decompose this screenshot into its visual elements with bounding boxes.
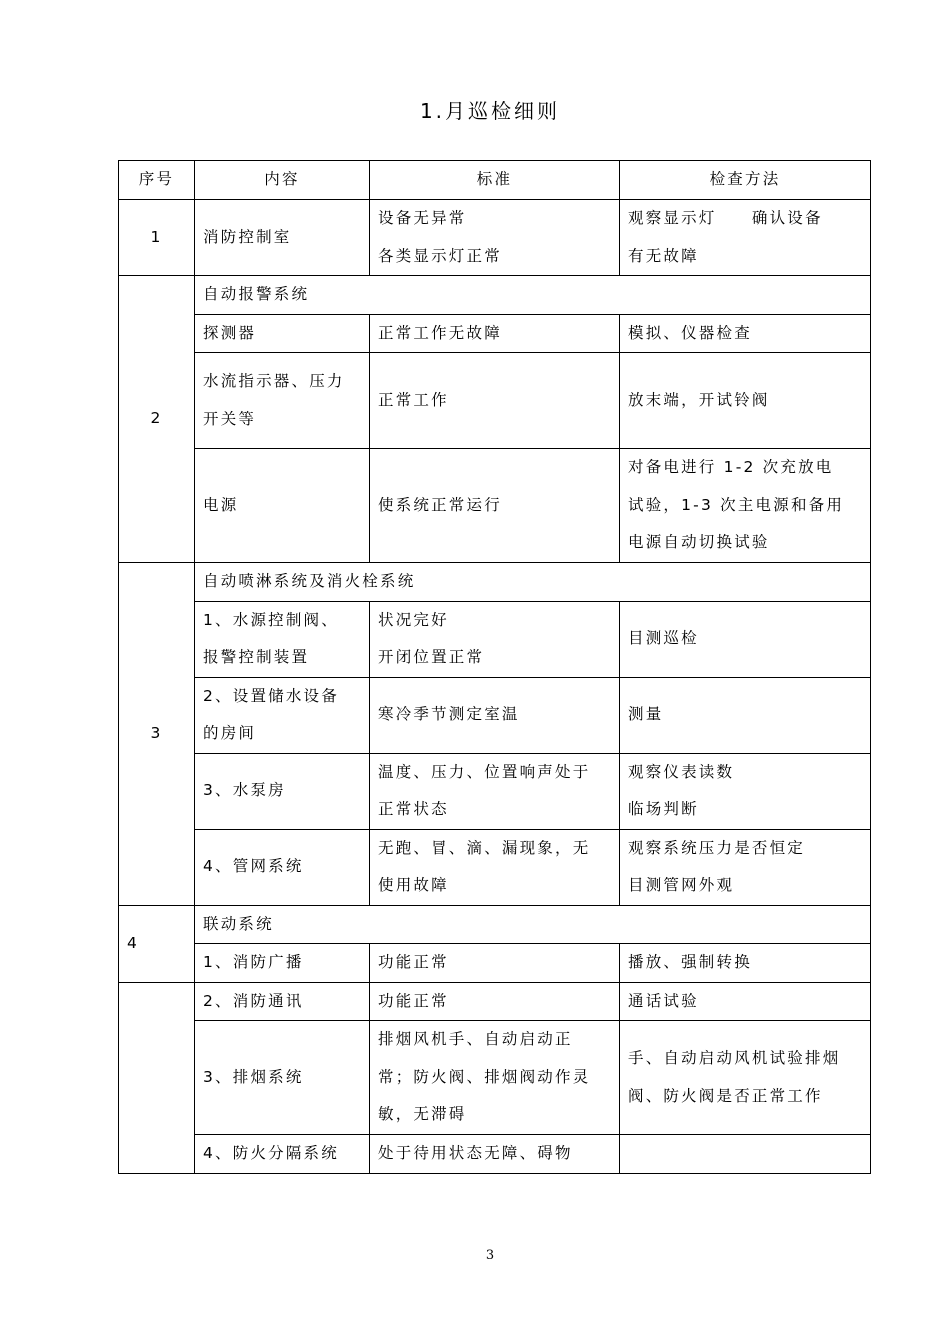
method-line: 目测管网外观 bbox=[628, 876, 735, 894]
content-cell bbox=[195, 677, 370, 753]
standard-cell bbox=[370, 200, 620, 276]
table-row bbox=[119, 601, 871, 677]
content-cell: 4、管网系统 bbox=[195, 829, 370, 905]
content-cell: 3、排烟系统 bbox=[195, 1021, 370, 1135]
standard-cell bbox=[370, 829, 620, 905]
inspection-table bbox=[118, 160, 871, 1174]
standard-line: 排烟风机手、自动启动正 bbox=[378, 1030, 573, 1049]
table-row bbox=[119, 677, 871, 753]
header-method: 检查方法 bbox=[620, 161, 871, 200]
method-line: 手、自动启动风机试验排烟 bbox=[628, 1049, 841, 1067]
group-title: 联动系统 bbox=[195, 905, 871, 944]
standard-cell bbox=[370, 753, 620, 829]
standard-cell: 使系统正常运行 bbox=[370, 449, 620, 563]
method-cell: 测量 bbox=[620, 677, 871, 753]
method-line: 阀、防火阀是否正常工作 bbox=[628, 1086, 823, 1105]
table-row bbox=[119, 905, 871, 944]
standard-line: 设备无异常 bbox=[378, 209, 467, 227]
method-line: 观察仪表读数 bbox=[628, 762, 735, 781]
table-header-row bbox=[119, 161, 871, 200]
method-cell: 通话试验 bbox=[620, 982, 871, 1021]
row-number: 2 bbox=[119, 276, 195, 563]
method-line: 临场判断 bbox=[628, 800, 699, 818]
standard-cell: 寒冷季节测定室温 bbox=[370, 677, 620, 753]
content-line: 1、水源控制阀、 bbox=[203, 610, 339, 629]
method-cell: 播放、强制转换 bbox=[620, 944, 871, 983]
header-standard: 标准 bbox=[370, 161, 620, 200]
content-cell: 1、消防广播 bbox=[195, 944, 370, 983]
table-row bbox=[119, 753, 871, 829]
content-cell: 2、消防通讯 bbox=[195, 982, 370, 1021]
header-no: 序号 bbox=[119, 161, 195, 200]
group-title: 自动喷淋系统及消火栓系统 bbox=[195, 563, 871, 602]
standard-line: 正常状态 bbox=[378, 800, 449, 818]
standard-cell: 正常工作无故障 bbox=[370, 314, 620, 353]
table-row bbox=[119, 200, 871, 276]
group-title: 自动报警系统 bbox=[195, 276, 871, 315]
table-row bbox=[119, 982, 871, 1021]
standard-line: 各类显示灯正常 bbox=[378, 246, 502, 265]
method-cell bbox=[620, 449, 871, 563]
table-row bbox=[119, 563, 871, 602]
row-number: 3 bbox=[119, 563, 195, 906]
method-line: 观察显示灯 确认设备 bbox=[628, 209, 823, 227]
method-line: 对备电进行 1-2 次充放电 bbox=[628, 458, 834, 477]
row-number-empty bbox=[119, 982, 195, 1173]
standard-line: 常；防火阀、排烟阀动作灵 bbox=[378, 1067, 591, 1086]
method-line: 观察系统压力是否恒定 bbox=[628, 838, 806, 857]
method-cell bbox=[620, 753, 871, 829]
table-row bbox=[119, 829, 871, 905]
table-row bbox=[119, 449, 871, 563]
content-cell: 3、水泵房 bbox=[195, 753, 370, 829]
content-line: 2、设置储水设备 bbox=[203, 686, 339, 705]
method-line: 电源自动切换试验 bbox=[628, 533, 770, 552]
table-row bbox=[119, 314, 871, 353]
page-title: 1.月巡检细则 bbox=[419, 99, 561, 123]
method-cell bbox=[620, 829, 871, 905]
content-cell: 4、防火分隔系统 bbox=[195, 1135, 370, 1174]
method-cell bbox=[620, 1021, 871, 1135]
table-row bbox=[119, 353, 871, 449]
content-cell: 电源 bbox=[195, 449, 370, 563]
content-line: 水流指示器、压力 bbox=[203, 372, 345, 390]
standard-cell bbox=[370, 601, 620, 677]
method-line: 有无故障 bbox=[628, 246, 699, 265]
standard-line: 温度、压力、位置响声处于 bbox=[378, 762, 591, 781]
standard-line: 状况完好 bbox=[378, 610, 449, 629]
standard-cell: 正常工作 bbox=[370, 353, 620, 449]
content-cell: 消防控制室 bbox=[195, 200, 370, 276]
standard-line: 无跑、冒、滴、漏现象，无 bbox=[378, 838, 591, 857]
content-line: 报警控制装置 bbox=[203, 648, 310, 666]
method-line: 试验，1-3 次主电源和备用 bbox=[628, 495, 845, 514]
method-cell: 目测巡检 bbox=[620, 601, 871, 677]
table-row bbox=[119, 944, 871, 983]
content-line: 开关等 bbox=[203, 409, 257, 428]
page-number: 3 bbox=[485, 1248, 495, 1263]
method-cell bbox=[620, 1135, 871, 1174]
standard-cell: 处于待用状态无障、碍物 bbox=[370, 1135, 620, 1174]
table-row bbox=[119, 1021, 871, 1135]
content-cell: 探测器 bbox=[195, 314, 370, 353]
standard-cell: 功能正常 bbox=[370, 944, 620, 983]
standard-cell bbox=[370, 1021, 620, 1135]
row-number: 1 bbox=[119, 200, 195, 276]
header-content: 内容 bbox=[195, 161, 370, 200]
content-cell bbox=[195, 353, 370, 449]
content-line: 的房间 bbox=[203, 724, 257, 742]
standard-line: 使用故障 bbox=[378, 876, 449, 894]
method-cell: 模拟、仪器检查 bbox=[620, 314, 871, 353]
method-cell: 放末端，开试铃阀 bbox=[620, 353, 871, 449]
standard-line: 敏，无滞碍 bbox=[378, 1105, 467, 1124]
table-row bbox=[119, 276, 871, 315]
standard-cell: 功能正常 bbox=[370, 982, 620, 1021]
content-cell bbox=[195, 601, 370, 677]
table-row bbox=[119, 1135, 871, 1174]
standard-line: 开闭位置正常 bbox=[378, 648, 485, 666]
row-number: 4 bbox=[119, 905, 195, 982]
method-cell bbox=[620, 200, 871, 276]
